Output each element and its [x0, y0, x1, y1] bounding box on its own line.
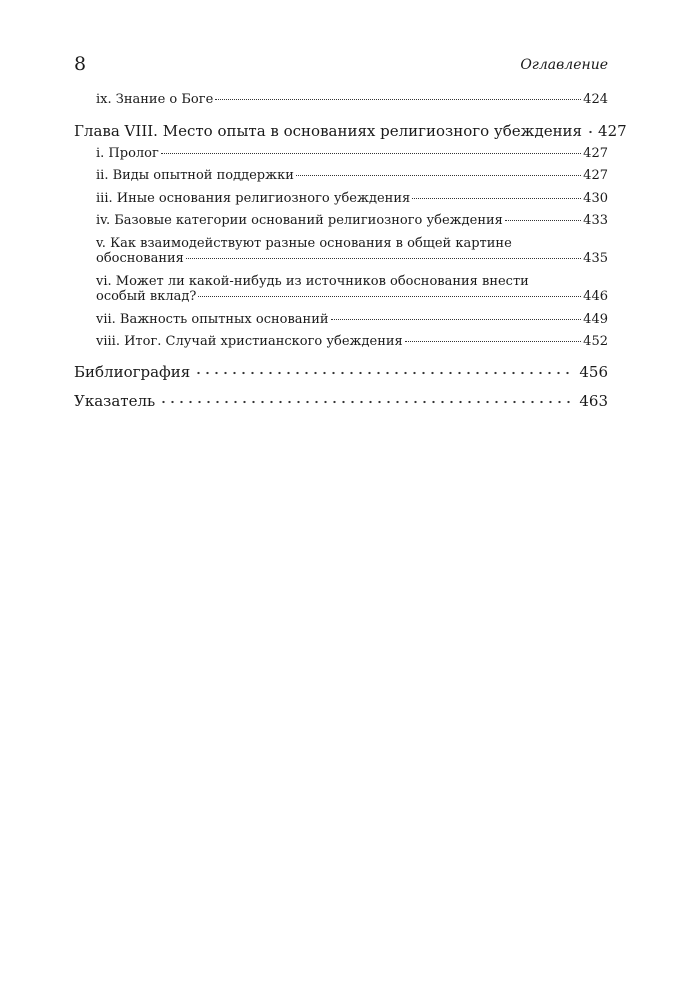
toc-entry-page: 424 [583, 92, 608, 107]
toc-entry-basic-categories[interactable] [74, 213, 608, 229]
toc-entry-kinds-of-support[interactable] [74, 168, 608, 184]
dot-leader [505, 220, 581, 221]
toc-entry-page: 427 [583, 145, 608, 161]
dot-leader [186, 258, 581, 259]
running-head: Оглавление [520, 57, 608, 73]
toc-entry-prologue[interactable] [74, 146, 608, 162]
toc-entry-interaction-of-grounds[interactable] [74, 236, 608, 267]
toc-entry-title: i. Пролог [96, 145, 159, 161]
dot-leader [331, 319, 582, 320]
dot-leader [198, 296, 581, 297]
toc-entry-page: 433 [583, 213, 608, 228]
table-of-contents [74, 92, 627, 410]
toc-entry-title: viii. Итог. Случай христианского убеждения [96, 334, 403, 349]
toc-entry-page: 430 [583, 190, 608, 206]
dot-leader [194, 371, 575, 375]
toc-entry-page: 427 [583, 168, 608, 183]
dot-leader [159, 400, 575, 404]
toc-entry-special-contribution[interactable] [74, 274, 608, 305]
toc-entry-other-grounds[interactable] [74, 191, 608, 207]
toc-entry-chapter-8[interactable] [74, 121, 627, 140]
dot-leader [296, 175, 581, 176]
toc-entry-page: 446 [583, 289, 608, 304]
toc-entry-title: Библиография [74, 362, 191, 381]
toc-entry-conclusion-christian[interactable] [74, 334, 608, 350]
page-number: 8 [74, 53, 87, 75]
toc-entry-title: Указатель [74, 391, 156, 410]
toc-entry-page: 452 [583, 334, 608, 349]
toc-entry-page: 427 [598, 121, 627, 140]
toc-entry-bibliography[interactable] [74, 363, 608, 381]
toc-entry-title-line2: обоснования [96, 251, 184, 266]
toc-entry-page: 449 [583, 311, 608, 327]
toc-entry-index[interactable] [74, 392, 608, 410]
toc-entry-title-line1: v. Как взаимодействуют разные основания в общей картине [96, 235, 512, 251]
toc-entry-page: 435 [583, 251, 608, 266]
toc-entry-title: vii. Важность опытных оснований [96, 311, 329, 327]
dot-leader [161, 153, 581, 154]
dot-leader [412, 198, 581, 199]
toc-entry-title-line1: vi. Может ли какой-нибудь из источников обоснования внести [96, 273, 529, 289]
dot-leader [586, 130, 594, 134]
toc-entry-importance-of-experiential[interactable] [74, 312, 608, 328]
toc-entry-title: Глава VIII. Место опыта в основаниях религиозного убеждения [74, 121, 583, 140]
toc-entry-knowledge-of-god[interactable] [74, 92, 608, 108]
toc-entry-page: 456 [579, 362, 608, 381]
toc-entry-title: ix. Знание о Боге [96, 92, 214, 107]
dot-leader [405, 341, 581, 342]
toc-entry-title: ii. Виды опытной поддержки [96, 168, 294, 183]
toc-entry-page: 463 [579, 391, 608, 410]
dot-leader [215, 99, 581, 100]
toc-entry-title-line2: особый вклад? [96, 289, 197, 304]
toc-entry-title: iii. Иные основания религиозного убеждения [96, 190, 411, 206]
toc-entry-title: iv. Базовые категории оснований религиозного убеждения [96, 213, 503, 228]
